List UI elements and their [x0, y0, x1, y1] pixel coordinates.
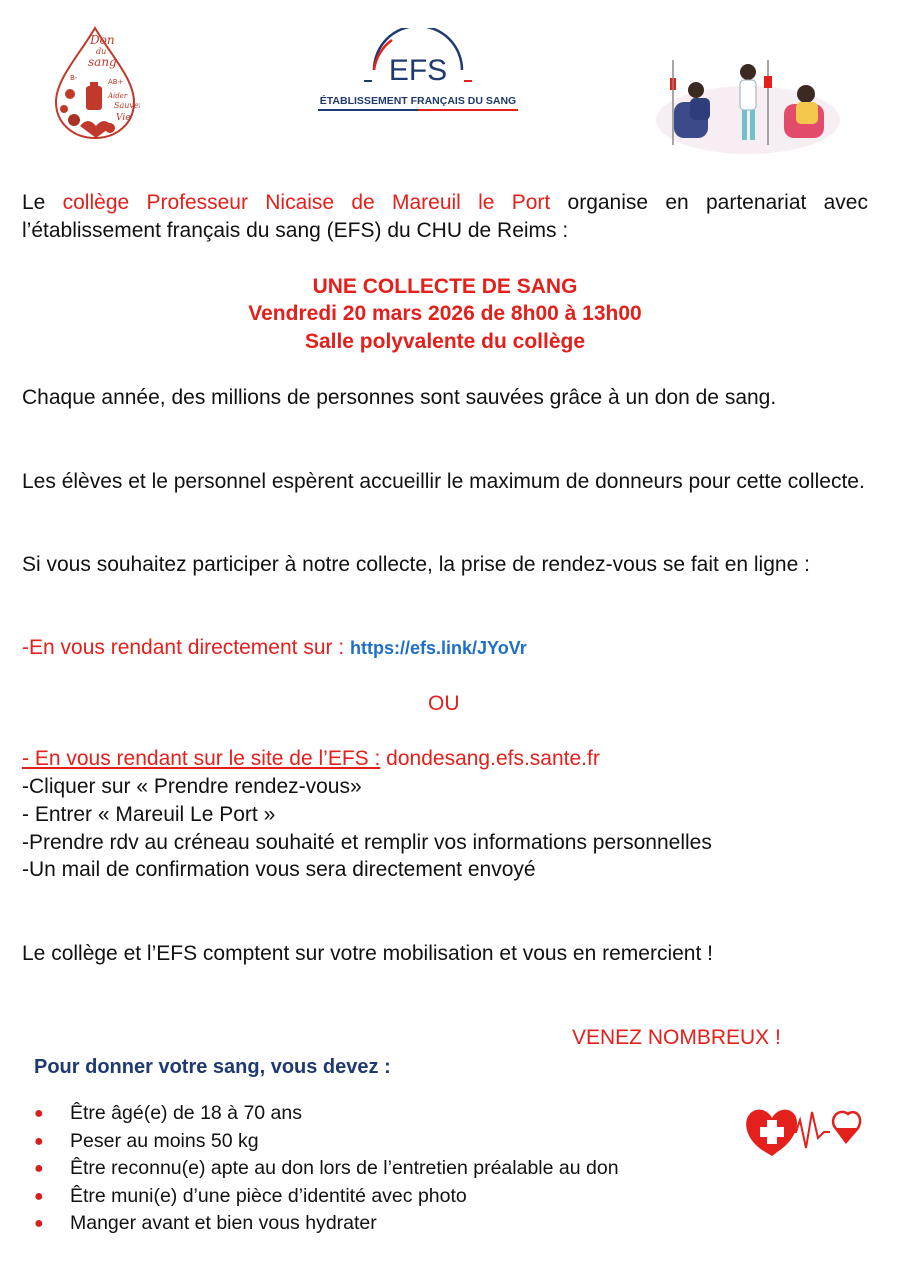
svg-text:Don: Don: [90, 33, 115, 47]
requirements-list: [34, 1100, 619, 1238]
efs-site-url[interactable]: dondesang.efs.sante.fr: [380, 747, 600, 770]
paragraph-appointment: Si vous souhaitez participer à notre collecte, la prise de rendez-vous se fait en ligne :: [22, 553, 810, 576]
option-direct-link: [22, 634, 868, 662]
svg-text:sang: sang: [88, 55, 117, 69]
blood-donation-illustration: [656, 50, 840, 154]
efs-short-link[interactable]: https://efs.link/JYoVr: [350, 638, 527, 658]
don-du-sang-logo: [50, 24, 140, 142]
option-efs-label: - En vous rendant sur le site de l’EFS :: [22, 747, 381, 770]
svg-text:Sauver: Sauver: [114, 101, 140, 110]
college-name: collège Professeur Nicaise de Mareuil le Port: [62, 191, 551, 214]
paragraph-lives-saved: Chaque année, des millions de personnes sont sauvées grâce à un don de sang.: [22, 386, 777, 409]
svg-text:du: du: [96, 47, 107, 56]
bullet-icon: ●: [34, 1132, 44, 1150]
step-item: -Un mail de confirmation vous sera directement envoyé: [22, 858, 536, 881]
efs-logo: [312, 28, 524, 114]
step-item: -Prendre rdv au créneau souhaité et remplir vos informations personnelles: [22, 831, 712, 854]
option-direct-label: -En vous rendant directement sur :: [22, 636, 350, 659]
svg-text:ÉTABLISSEMENT FRANÇAIS DU SANG: ÉTABLISSEMENT FRANÇAIS DU SANG: [319, 95, 517, 107]
requirement-item: ● Manger avant et bien vous hydrater: [34, 1210, 619, 1238]
svg-text:Vie: Vie: [116, 113, 131, 123]
option-efs-site: [22, 745, 868, 773]
bullet-icon: ●: [34, 1160, 44, 1177]
requirements-panel: [12, 1050, 868, 1250]
svg-text:AB+: AB+: [108, 78, 124, 86]
requirements-title: Pour donner votre sang, vous devez :: [34, 1056, 391, 1078]
paragraph-students-hope: Les élèves et le personnel espèrent accueillir le maximum de donneurs pour cette collecte.: [22, 470, 865, 493]
svg-text:B-: B-: [70, 74, 78, 82]
closing-thanks: Le collège et l’EFS comptent sur votre mobilisation et vous en remercient !: [22, 942, 713, 965]
event-title: UNE COLLECTE DE SANG: [312, 275, 578, 298]
requirement-item: ● Peser au moins 50 kg: [34, 1128, 619, 1156]
requirement-item: ● Être âgé(e) de 18 à 70 ans: [34, 1100, 619, 1128]
svg-text:Aider: Aider: [108, 92, 128, 100]
event-date: Vendredi 20 mars 2026 de 8h00 à 13h00: [248, 302, 642, 325]
bullet-icon: ●: [34, 1215, 44, 1232]
bullet-icon: ●: [34, 1187, 44, 1205]
call-to-action: VENEZ NOMBREUX !: [572, 1026, 781, 1049]
requirement-item: ● Être muni(e) d’une pièce d’identité avec photo: [34, 1183, 619, 1211]
bullet-icon: ●: [34, 1105, 44, 1122]
event-place: Salle polyvalente du collège: [304, 330, 586, 353]
intro-paragraph: [22, 189, 868, 245]
intro-rest: organise en partenariat avec l’établissement français du sang (EFS) du CHU de Reims :: [22, 191, 868, 242]
heart-heartbeat-icon: [740, 1098, 862, 1160]
svg-text:EFS: EFS: [388, 54, 448, 87]
intro-lead: Le: [22, 191, 63, 214]
requirement-item: ● Être reconnu(e) apte au don lors de l’entretien préalable au don: [34, 1155, 619, 1183]
or-separator: OU: [428, 692, 460, 715]
step-item: - Entrer « Mareuil Le Port »: [22, 803, 276, 826]
step-item: -Cliquer sur « Prendre rendez-vous»: [22, 775, 362, 798]
